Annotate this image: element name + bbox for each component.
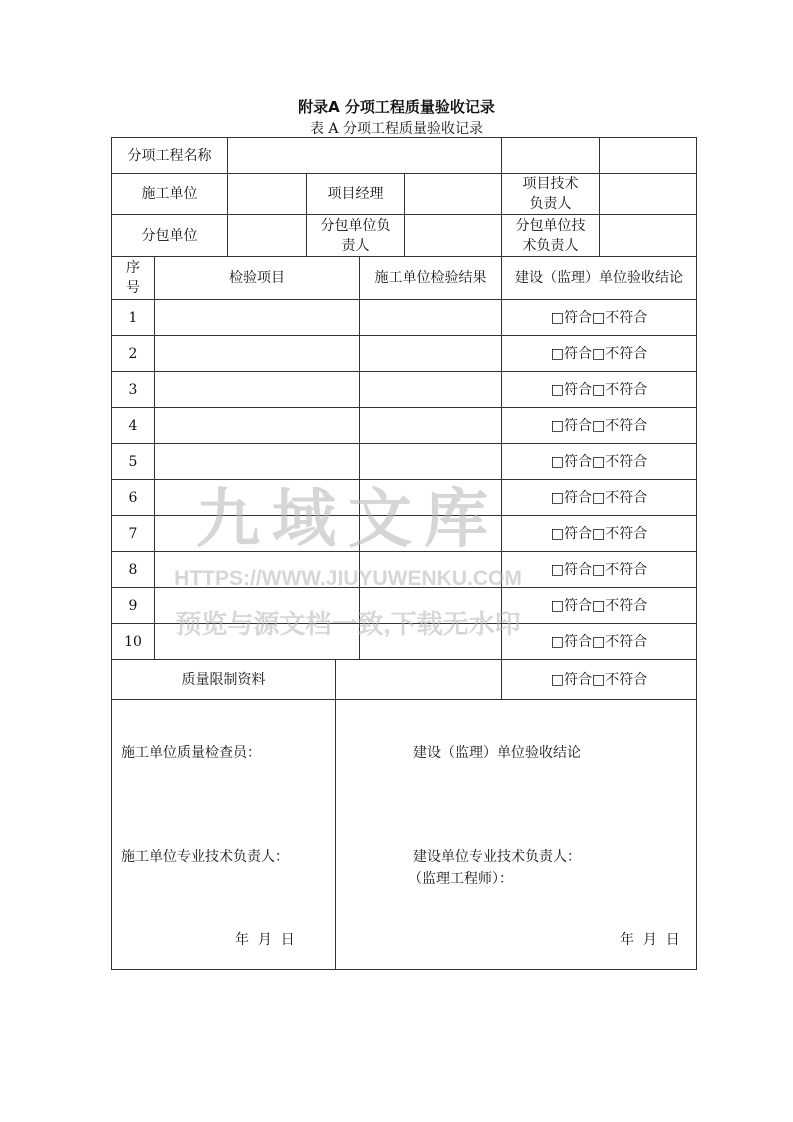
- sub-lead-label: 分包单位负责人: [306, 214, 405, 257]
- result-field[interactable]: [359, 407, 502, 444]
- conclusion-checkbox[interactable]: □符合□不符合: [501, 335, 697, 372]
- quality-docs-field[interactable]: [335, 659, 502, 700]
- col-header-result: 施工单位检验结果: [359, 256, 502, 300]
- row-number: 4: [111, 407, 155, 444]
- row-number: 8: [111, 551, 155, 588]
- row-number: 3: [111, 371, 155, 408]
- conclusion-checkbox[interactable]: □符合□不符合: [501, 515, 697, 552]
- result-field[interactable]: [359, 479, 502, 516]
- conclusion-checkbox[interactable]: □符合□不符合: [501, 587, 697, 624]
- col-header-item: 检验项目: [154, 256, 360, 300]
- sub-lead-field[interactable]: [404, 214, 502, 257]
- subcontractor-label: 分包单位: [111, 214, 228, 257]
- conclusion-checkbox[interactable]: □符合□不符合: [501, 407, 697, 444]
- item-field[interactable]: [154, 587, 360, 624]
- owner-tech-label: 建设单位专业技术负责人：: [413, 849, 581, 865]
- conclusion-checkbox[interactable]: □符合□不符合: [501, 623, 697, 660]
- row-number: 2: [111, 335, 155, 372]
- conclusion-checkbox[interactable]: □符合□不符合: [501, 551, 697, 588]
- conclusion-checkbox[interactable]: □符合□不符合: [501, 479, 697, 516]
- item-field[interactable]: [154, 623, 360, 660]
- contractor-signature-box: [111, 699, 336, 970]
- item-field[interactable]: [154, 443, 360, 480]
- pm-label: 项目经理: [306, 173, 405, 215]
- result-field[interactable]: [359, 335, 502, 372]
- pm-field[interactable]: [404, 173, 502, 215]
- project-name-label: 分项工程名称: [111, 137, 228, 174]
- table-title: 表 A 分项工程质量验收记录: [309, 121, 483, 137]
- inspector-label: 施工单位质量检查员：: [121, 745, 261, 761]
- result-field[interactable]: [359, 551, 502, 588]
- tech-lead-label: 项目技术负责人: [501, 173, 600, 215]
- item-field[interactable]: [154, 371, 360, 408]
- project-name-field[interactable]: [227, 137, 502, 174]
- row-number: 1: [111, 299, 155, 336]
- result-field[interactable]: [359, 623, 502, 660]
- result-field[interactable]: [359, 299, 502, 336]
- col-header-no: 序号: [111, 256, 155, 300]
- tech-lead-field[interactable]: [599, 173, 697, 215]
- contractor-field[interactable]: [227, 173, 307, 215]
- conclusion-checkbox[interactable]: □符合□不符合: [501, 371, 697, 408]
- quality-docs-label: 质量限制资料: [111, 659, 336, 700]
- contractor-label: 施工单位: [111, 173, 228, 215]
- result-field[interactable]: [359, 515, 502, 552]
- supervisor-conclusion-label: 建设（监理）单位验收结论: [413, 745, 581, 761]
- result-field[interactable]: [359, 587, 502, 624]
- result-field[interactable]: [359, 371, 502, 408]
- item-field[interactable]: [154, 335, 360, 372]
- watermark-url: HTTPS://WWW.JIUYUWENKU.COM: [174, 567, 522, 590]
- blank-cell[interactable]: [599, 137, 697, 174]
- col-header-conclusion: 建设（监理）单位验收结论: [501, 256, 697, 300]
- item-field[interactable]: [154, 515, 360, 552]
- conclusion-checkbox[interactable]: □符合□不符合: [501, 443, 697, 480]
- left-date: 年 月 日: [235, 932, 295, 948]
- item-field[interactable]: [154, 407, 360, 444]
- result-field[interactable]: [359, 443, 502, 480]
- sub-tech-lead-field[interactable]: [599, 214, 697, 257]
- quality-docs-conclusion[interactable]: □符合□不符合: [501, 659, 697, 700]
- item-field[interactable]: [154, 479, 360, 516]
- row-number: 6: [111, 479, 155, 516]
- supervisor-engineer-label: （监理工程师）：: [408, 871, 513, 887]
- watermark-brand: 九域文库: [196, 483, 500, 555]
- right-date: 年 月 日: [620, 932, 680, 948]
- row-number: 10: [111, 623, 155, 660]
- row-number: 5: [111, 443, 155, 480]
- conclusion-checkbox[interactable]: □符合□不符合: [501, 299, 697, 336]
- contractor-tech-label: 施工单位专业技术负责人：: [121, 849, 289, 865]
- item-field[interactable]: [154, 299, 360, 336]
- appendix-title: 附录A 分项工程质量验收记录: [298, 98, 495, 116]
- blank-cell[interactable]: [501, 137, 600, 174]
- subcontractor-field[interactable]: [227, 214, 307, 257]
- row-number: 7: [111, 515, 155, 552]
- watermark-note: 预览与源文档一致,下载无水印: [175, 609, 521, 639]
- row-number: 9: [111, 587, 155, 624]
- sub-tech-lead-label: 分包单位技术负责人: [501, 214, 600, 257]
- item-field[interactable]: [154, 551, 360, 588]
